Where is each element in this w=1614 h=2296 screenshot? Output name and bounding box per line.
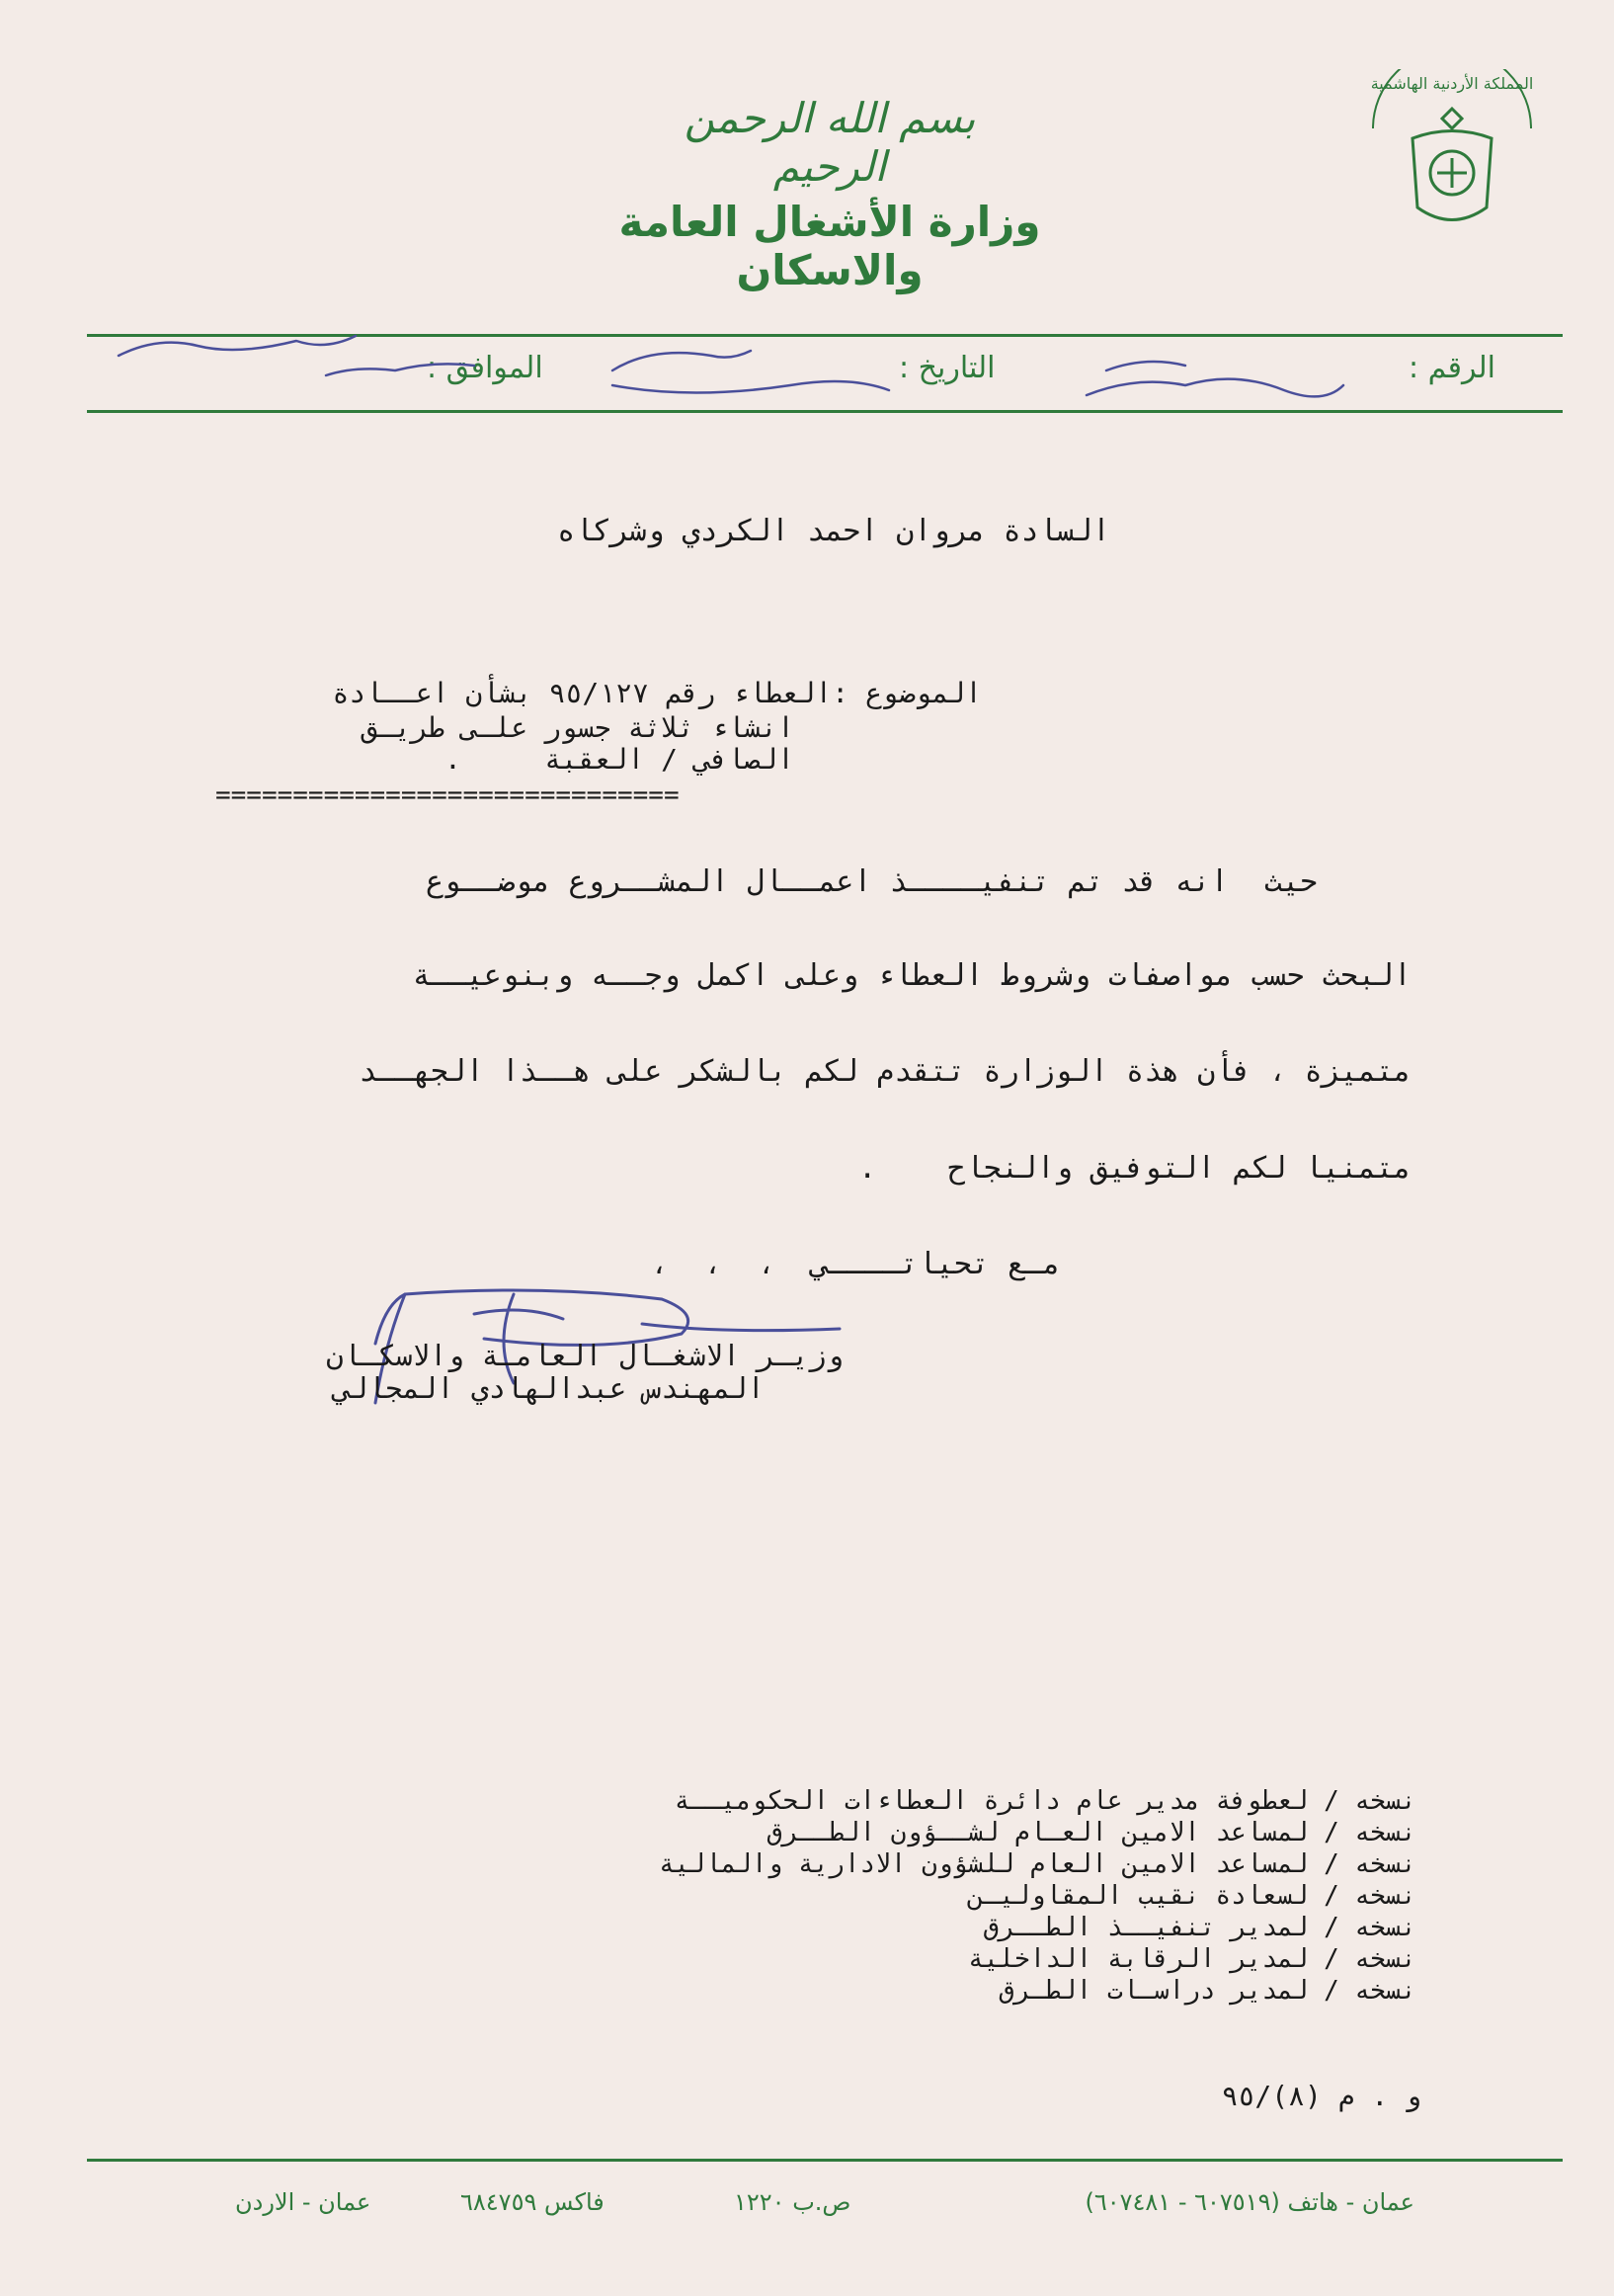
signatory-name: المهندس عبدالهادي المجالي bbox=[333, 1371, 765, 1405]
copy-line-6: نسخه / لمدير الرقابة الداخلية bbox=[968, 1944, 1416, 1974]
footer-po-box: ص.ب ١٢٢٠ bbox=[734, 2188, 851, 2216]
signatory-title: وزيـر الاشغـال العامـة والاسكـان bbox=[326, 1339, 844, 1372]
footer-city-phone: عمان - هاتف (٦٠٧٥١٩ - ٦٠٧٤٨١) bbox=[1085, 2188, 1414, 2216]
body-line-1: حيث انه قد تم تنفيــــذ اعمــال المشــروع موضــوع bbox=[425, 864, 1318, 899]
subject-underline: ============================== bbox=[215, 780, 680, 810]
subject-line-2: انشاء ثلاثة جسور علـى طريـق bbox=[361, 711, 794, 744]
coat-of-arms-icon bbox=[1343, 69, 1561, 237]
basmala: بسم الله الرحمن الرحيم bbox=[684, 94, 976, 191]
date-label: التاريخ : bbox=[899, 351, 996, 385]
body-line-4: متمنيا لكم التوفيق والنجاح . bbox=[858, 1151, 1412, 1186]
body-line-2: البحث حسب مواصفات وشروط العطاء وعلى اكمل وجــه وبنوعيــة bbox=[412, 958, 1412, 993]
emblem-text: المملكة الأردنية الهاشمية bbox=[1370, 74, 1534, 93]
corresponding-label: الموافق : bbox=[427, 351, 543, 385]
number-label: الرقم : bbox=[1409, 351, 1495, 385]
ministry-name: وزارة الأشغال العامة والاسكان bbox=[618, 198, 1041, 294]
addressee: السادة مروان احمد الكردي وشركاه bbox=[557, 514, 1110, 548]
footer-country: عمان - الاردن bbox=[235, 2188, 371, 2216]
handwritten-reference-icon bbox=[99, 316, 1482, 425]
footer-fax: فاكس ٦٨٤٧٥٩ bbox=[460, 2188, 605, 2216]
copy-line-7: نسخه / لمدير دراسـات الطـرق bbox=[999, 1976, 1416, 2006]
subject-line-3: الصافي / العقبة . bbox=[444, 743, 794, 776]
copy-line-2: نسخه / لمساعد الامين العـام لشــؤون الطــرق bbox=[767, 1818, 1416, 1847]
copy-line-1: نسخه / لعطوفة مدير عام دائرة العطاءات الحكوميــة bbox=[674, 1786, 1416, 1816]
reference-code: و . م (٨)/٩٥ bbox=[1221, 2080, 1421, 2112]
subject-line-1: الموضوع :العطاء رقم ٩٥/١٢٧ بشأن اعــادة bbox=[332, 677, 982, 709]
footer-rule bbox=[87, 2159, 1563, 2162]
closing-greeting: مـع تحياتــــي ، ، ، bbox=[650, 1247, 1061, 1281]
copy-line-3: نسخه / لمساعد الامين العام للشؤون الادارية والمالية bbox=[658, 1849, 1416, 1879]
body-line-3: متميزة ، فأن هذة الوزارة تتقدم لكم بالشكر على هــذا الجهــد bbox=[359, 1054, 1412, 1089]
copy-line-5: نسخه / لمدير تنفيــذ الطــرق bbox=[983, 1913, 1416, 1942]
copy-line-4: نسخه / لسعادة نقيب المقاوليـن bbox=[968, 1881, 1416, 1911]
